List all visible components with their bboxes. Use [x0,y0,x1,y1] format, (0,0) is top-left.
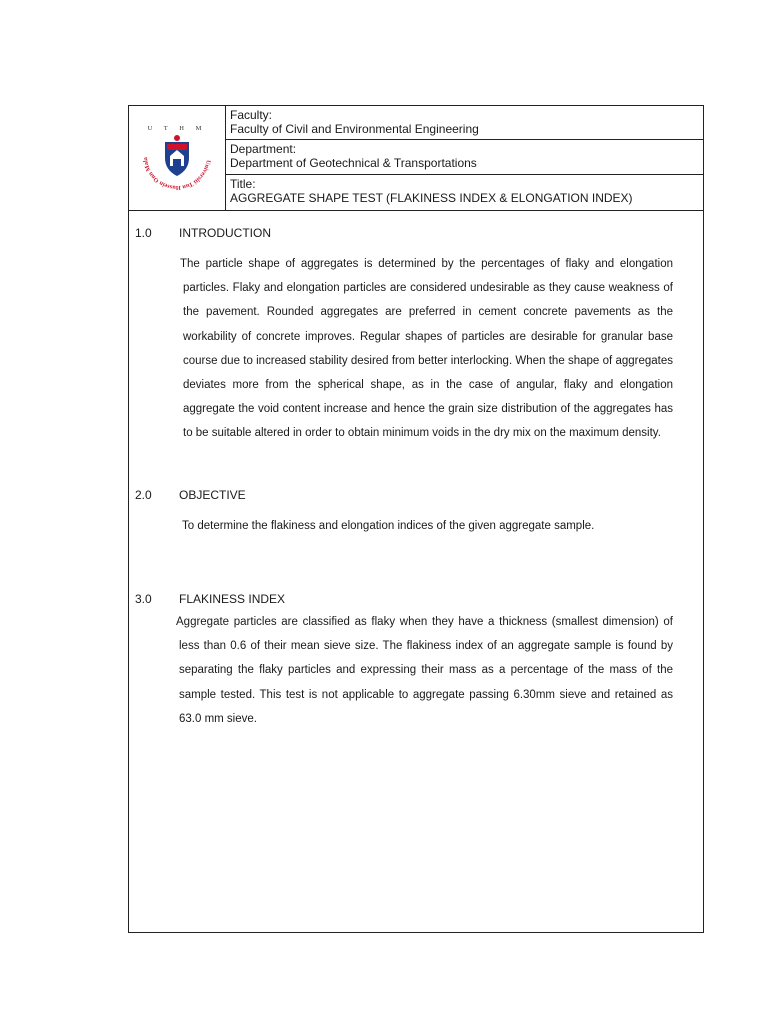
uthm-logo-icon [137,116,217,196]
section-objective-body: To determine the flakiness and elongation indices of the given aggregate sample. [182,520,595,532]
section-number: 1.0 [135,226,152,240]
section-title: INTRODUCTION [179,226,271,240]
logo-cell [129,106,226,210]
section-number: 2.0 [135,488,152,502]
title-label: Title: [230,177,256,191]
section-title: FLAKINESS INDEX [179,592,286,606]
faculty-row [226,106,703,140]
title-row [226,175,703,210]
faculty-value: Faculty of Civil and Environmental Engineering [230,122,479,136]
logo-initials: U T H M [147,125,207,132]
section-number: 3.0 [135,592,152,606]
header-table [129,106,703,211]
section-title: OBJECTIVE [179,488,246,502]
department-row [226,140,703,175]
faculty-label: Faculty: [230,108,273,122]
department-label: Department: [230,142,297,156]
logo-ring-text: Universiti Tun Hussein Onn Mala [141,156,212,192]
section-flakiness-body: Aggregate particles are classified as flaky when they have a thickness (smallest dimension) of less than 0.6 of their mean sieve size. The flakiness index of an aggregate sample is found by separating the flaky particles and expressing their mass as a percentage of the mass of the sample tested. This test is not applicable to aggregate passing 6.30mm sieve and retained as 63.0 mm sieve. [176,616,673,725]
document-page [128,105,704,933]
department-value: Department of Geotechnical & Transportations [230,156,477,170]
title-value: AGGREGATE SHAPE TEST (FLAKINESS INDEX & ELONGATION INDEX) [230,191,633,205]
section-intro-body: The particle shape of aggregates is determined by the percentages of flaky and elongation particles. Flaky and elongation particles are considered undesirable as they cause weakness of the pavement. Rounded aggregates are preferred in cement concrete pavements as the workability of concrete improves. Regular shapes of particles are desirable for granular base course due to increased stability desired from better interlocking. When the shape of aggregates deviates more from the spherical shape, as in the case of angular, flaky and elongation aggregate the void content increase and hence the grain size distribution of the aggregates has to be suitable altered in order to obtain minimum voids in the dry mix on the maximum density. [180,258,673,440]
